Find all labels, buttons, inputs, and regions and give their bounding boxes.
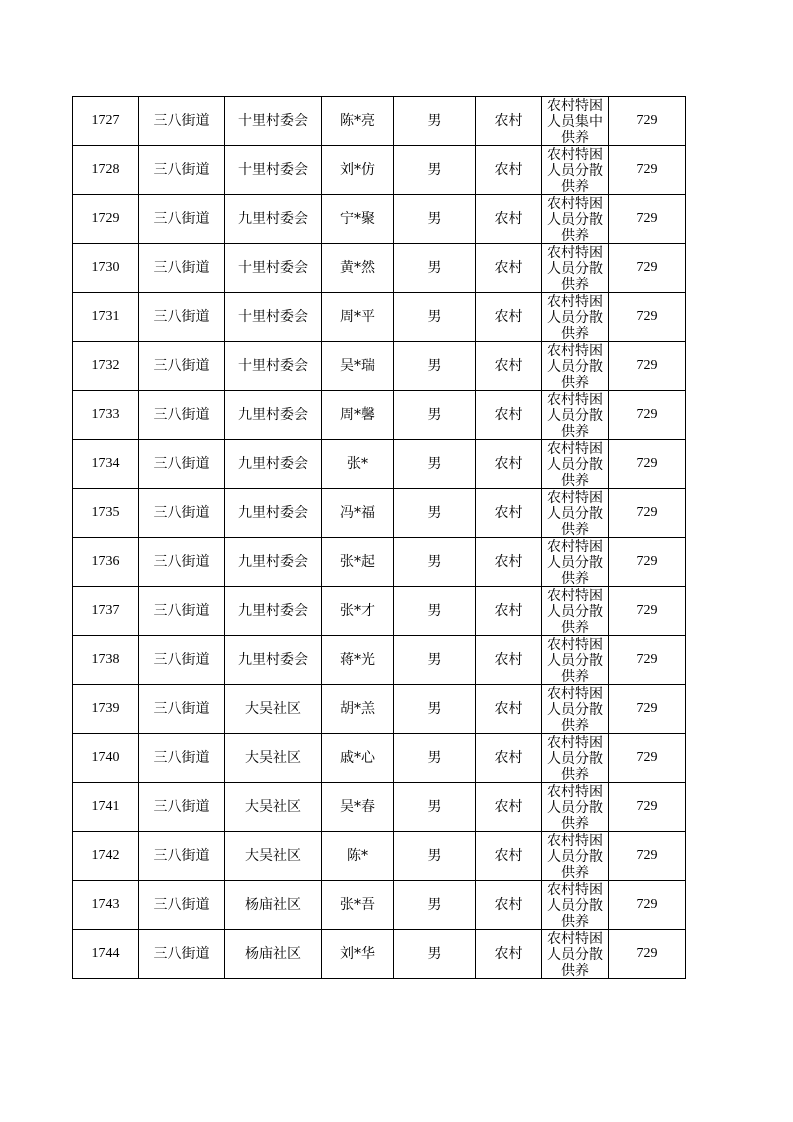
support-type-text: 农村特困人员分散供养 <box>547 196 603 243</box>
support-type-cell <box>542 783 609 832</box>
street-cell: 三八街道 <box>139 881 225 930</box>
amount-cell: 729 <box>609 636 686 685</box>
gender-cell: 男 <box>394 146 476 195</box>
table-row <box>73 685 686 734</box>
amount-cell: 729 <box>609 440 686 489</box>
support-type-cell <box>542 832 609 881</box>
community-cell: 九里村委会 <box>225 195 322 244</box>
person-name-cell: 刘*仿 <box>322 146 394 195</box>
community-cell: 十里村委会 <box>225 293 322 342</box>
street-cell: 三八街道 <box>139 244 225 293</box>
person-name-cell: 戚*心 <box>322 734 394 783</box>
community-cell: 九里村委会 <box>225 636 322 685</box>
serial-number-cell: 1729 <box>73 195 139 244</box>
person-name-cell: 周*平 <box>322 293 394 342</box>
gender-cell: 男 <box>394 293 476 342</box>
support-type-text: 农村特困人员分散供养 <box>547 490 603 537</box>
area-type-cell: 农村 <box>476 685 542 734</box>
person-name-cell: 张*吾 <box>322 881 394 930</box>
area-type-cell: 农村 <box>476 930 542 979</box>
area-type-cell: 农村 <box>476 636 542 685</box>
street-cell: 三八街道 <box>139 538 225 587</box>
serial-number-cell: 1743 <box>73 881 139 930</box>
amount-cell: 729 <box>609 685 686 734</box>
table-row <box>73 293 686 342</box>
community-cell: 九里村委会 <box>225 489 322 538</box>
area-type-cell: 农村 <box>476 832 542 881</box>
support-type-cell <box>542 636 609 685</box>
table-body <box>73 97 686 979</box>
support-type-cell <box>542 440 609 489</box>
support-type-cell <box>542 97 609 146</box>
serial-number-cell: 1744 <box>73 930 139 979</box>
gender-cell: 男 <box>394 685 476 734</box>
gender-cell: 男 <box>394 538 476 587</box>
gender-cell: 男 <box>394 783 476 832</box>
street-cell: 三八街道 <box>139 342 225 391</box>
support-type-cell <box>542 489 609 538</box>
community-cell: 大吴社区 <box>225 783 322 832</box>
area-type-cell: 农村 <box>476 391 542 440</box>
amount-cell: 729 <box>609 930 686 979</box>
support-type-text: 农村特困人员分散供养 <box>547 588 603 635</box>
serial-number-cell: 1740 <box>73 734 139 783</box>
street-cell: 三八街道 <box>139 440 225 489</box>
community-cell: 九里村委会 <box>225 587 322 636</box>
person-name-cell: 蒋*光 <box>322 636 394 685</box>
serial-number-cell: 1739 <box>73 685 139 734</box>
gender-cell: 男 <box>394 97 476 146</box>
area-type-cell: 农村 <box>476 146 542 195</box>
table-row <box>73 930 686 979</box>
street-cell: 三八街道 <box>139 489 225 538</box>
support-type-text: 农村特困人员集中供养 <box>547 98 603 145</box>
person-name-cell: 黄*然 <box>322 244 394 293</box>
person-name-cell: 宁*聚 <box>322 195 394 244</box>
gender-cell: 男 <box>394 440 476 489</box>
support-type-text: 农村特困人员分散供养 <box>547 441 603 488</box>
support-type-text: 农村特困人员分散供养 <box>547 882 603 929</box>
amount-cell: 729 <box>609 342 686 391</box>
street-cell: 三八街道 <box>139 832 225 881</box>
area-type-cell: 农村 <box>476 587 542 636</box>
gender-cell: 男 <box>394 244 476 293</box>
amount-cell: 729 <box>609 97 686 146</box>
area-type-cell: 农村 <box>476 881 542 930</box>
community-cell: 九里村委会 <box>225 440 322 489</box>
support-type-text: 农村特困人员分散供养 <box>547 784 603 831</box>
serial-number-cell: 1741 <box>73 783 139 832</box>
table-row <box>73 97 686 146</box>
table-row <box>73 832 686 881</box>
community-cell: 十里村委会 <box>225 342 322 391</box>
area-type-cell: 农村 <box>476 293 542 342</box>
community-cell: 大吴社区 <box>225 685 322 734</box>
table-row <box>73 734 686 783</box>
community-cell: 九里村委会 <box>225 538 322 587</box>
support-type-cell <box>542 391 609 440</box>
person-name-cell: 张*才 <box>322 587 394 636</box>
support-type-text: 农村特困人员分散供养 <box>547 294 603 341</box>
serial-number-cell: 1732 <box>73 342 139 391</box>
person-name-cell: 陈*亮 <box>322 97 394 146</box>
support-type-text: 农村特困人员分散供养 <box>547 245 603 292</box>
person-name-cell: 张*起 <box>322 538 394 587</box>
support-type-text: 农村特困人员分散供养 <box>547 539 603 586</box>
community-cell: 九里村委会 <box>225 391 322 440</box>
area-type-cell: 农村 <box>476 195 542 244</box>
serial-number-cell: 1742 <box>73 832 139 881</box>
person-name-cell: 周*馨 <box>322 391 394 440</box>
street-cell: 三八街道 <box>139 146 225 195</box>
table-row <box>73 636 686 685</box>
support-type-text: 农村特困人员分散供养 <box>547 735 603 782</box>
amount-cell: 729 <box>609 293 686 342</box>
serial-number-cell: 1733 <box>73 391 139 440</box>
support-type-cell <box>542 881 609 930</box>
support-type-text: 农村特困人员分散供养 <box>547 637 603 684</box>
table-row <box>73 391 686 440</box>
support-type-cell <box>542 146 609 195</box>
street-cell: 三八街道 <box>139 783 225 832</box>
table-row <box>73 489 686 538</box>
community-cell: 十里村委会 <box>225 244 322 293</box>
amount-cell: 729 <box>609 881 686 930</box>
person-name-cell: 胡*羔 <box>322 685 394 734</box>
person-name-cell: 刘*华 <box>322 930 394 979</box>
support-type-cell <box>542 587 609 636</box>
street-cell: 三八街道 <box>139 293 225 342</box>
table-row <box>73 342 686 391</box>
gender-cell: 男 <box>394 636 476 685</box>
table-row <box>73 244 686 293</box>
street-cell: 三八街道 <box>139 636 225 685</box>
table-row <box>73 783 686 832</box>
support-type-cell <box>542 930 609 979</box>
support-type-cell <box>542 685 609 734</box>
table-row <box>73 146 686 195</box>
gender-cell: 男 <box>394 734 476 783</box>
support-type-text: 农村特困人员分散供养 <box>547 931 603 978</box>
street-cell: 三八街道 <box>139 685 225 734</box>
area-type-cell: 农村 <box>476 734 542 783</box>
support-type-text: 农村特困人员分散供养 <box>547 686 603 733</box>
area-type-cell: 农村 <box>476 538 542 587</box>
community-cell: 十里村委会 <box>225 146 322 195</box>
street-cell: 三八街道 <box>139 391 225 440</box>
table-row <box>73 587 686 636</box>
amount-cell: 729 <box>609 489 686 538</box>
support-type-cell <box>542 293 609 342</box>
support-type-cell <box>542 734 609 783</box>
support-type-text: 农村特困人员分散供养 <box>547 833 603 880</box>
serial-number-cell: 1735 <box>73 489 139 538</box>
serial-number-cell: 1731 <box>73 293 139 342</box>
amount-cell: 729 <box>609 195 686 244</box>
table-row <box>73 881 686 930</box>
serial-number-cell: 1738 <box>73 636 139 685</box>
amount-cell: 729 <box>609 832 686 881</box>
area-type-cell: 农村 <box>476 97 542 146</box>
amount-cell: 729 <box>609 734 686 783</box>
street-cell: 三八街道 <box>139 587 225 636</box>
amount-cell: 729 <box>609 146 686 195</box>
table-row <box>73 195 686 244</box>
support-type-cell <box>542 342 609 391</box>
gender-cell: 男 <box>394 881 476 930</box>
community-cell: 十里村委会 <box>225 97 322 146</box>
person-name-cell: 张* <box>322 440 394 489</box>
gender-cell: 男 <box>394 342 476 391</box>
gender-cell: 男 <box>394 930 476 979</box>
support-type-cell <box>542 244 609 293</box>
serial-number-cell: 1728 <box>73 146 139 195</box>
support-type-text: 农村特困人员分散供养 <box>547 147 603 194</box>
amount-cell: 729 <box>609 587 686 636</box>
amount-cell: 729 <box>609 244 686 293</box>
person-name-cell: 冯*福 <box>322 489 394 538</box>
person-name-cell: 陈* <box>322 832 394 881</box>
area-type-cell: 农村 <box>476 440 542 489</box>
street-cell: 三八街道 <box>139 195 225 244</box>
area-type-cell: 农村 <box>476 783 542 832</box>
serial-number-cell: 1737 <box>73 587 139 636</box>
gender-cell: 男 <box>394 391 476 440</box>
person-name-cell: 吴*瑞 <box>322 342 394 391</box>
serial-number-cell: 1727 <box>73 97 139 146</box>
person-name-cell: 吴*春 <box>322 783 394 832</box>
support-type-cell <box>542 538 609 587</box>
street-cell: 三八街道 <box>139 930 225 979</box>
support-type-cell <box>542 195 609 244</box>
table-row <box>73 440 686 489</box>
community-cell: 大吴社区 <box>225 832 322 881</box>
area-type-cell: 农村 <box>476 489 542 538</box>
gender-cell: 男 <box>394 489 476 538</box>
amount-cell: 729 <box>609 783 686 832</box>
gender-cell: 男 <box>394 832 476 881</box>
area-type-cell: 农村 <box>476 244 542 293</box>
area-type-cell: 农村 <box>476 342 542 391</box>
street-cell: 三八街道 <box>139 97 225 146</box>
street-cell: 三八街道 <box>139 734 225 783</box>
community-cell: 杨庙社区 <box>225 881 322 930</box>
community-cell: 大吴社区 <box>225 734 322 783</box>
gender-cell: 男 <box>394 195 476 244</box>
serial-number-cell: 1730 <box>73 244 139 293</box>
serial-number-cell: 1734 <box>73 440 139 489</box>
beneficiary-table <box>72 96 686 979</box>
support-type-text: 农村特困人员分散供养 <box>547 392 603 439</box>
serial-number-cell: 1736 <box>73 538 139 587</box>
community-cell: 杨庙社区 <box>225 930 322 979</box>
support-type-text: 农村特困人员分散供养 <box>547 343 603 390</box>
gender-cell: 男 <box>394 587 476 636</box>
table-row <box>73 538 686 587</box>
amount-cell: 729 <box>609 538 686 587</box>
amount-cell: 729 <box>609 391 686 440</box>
